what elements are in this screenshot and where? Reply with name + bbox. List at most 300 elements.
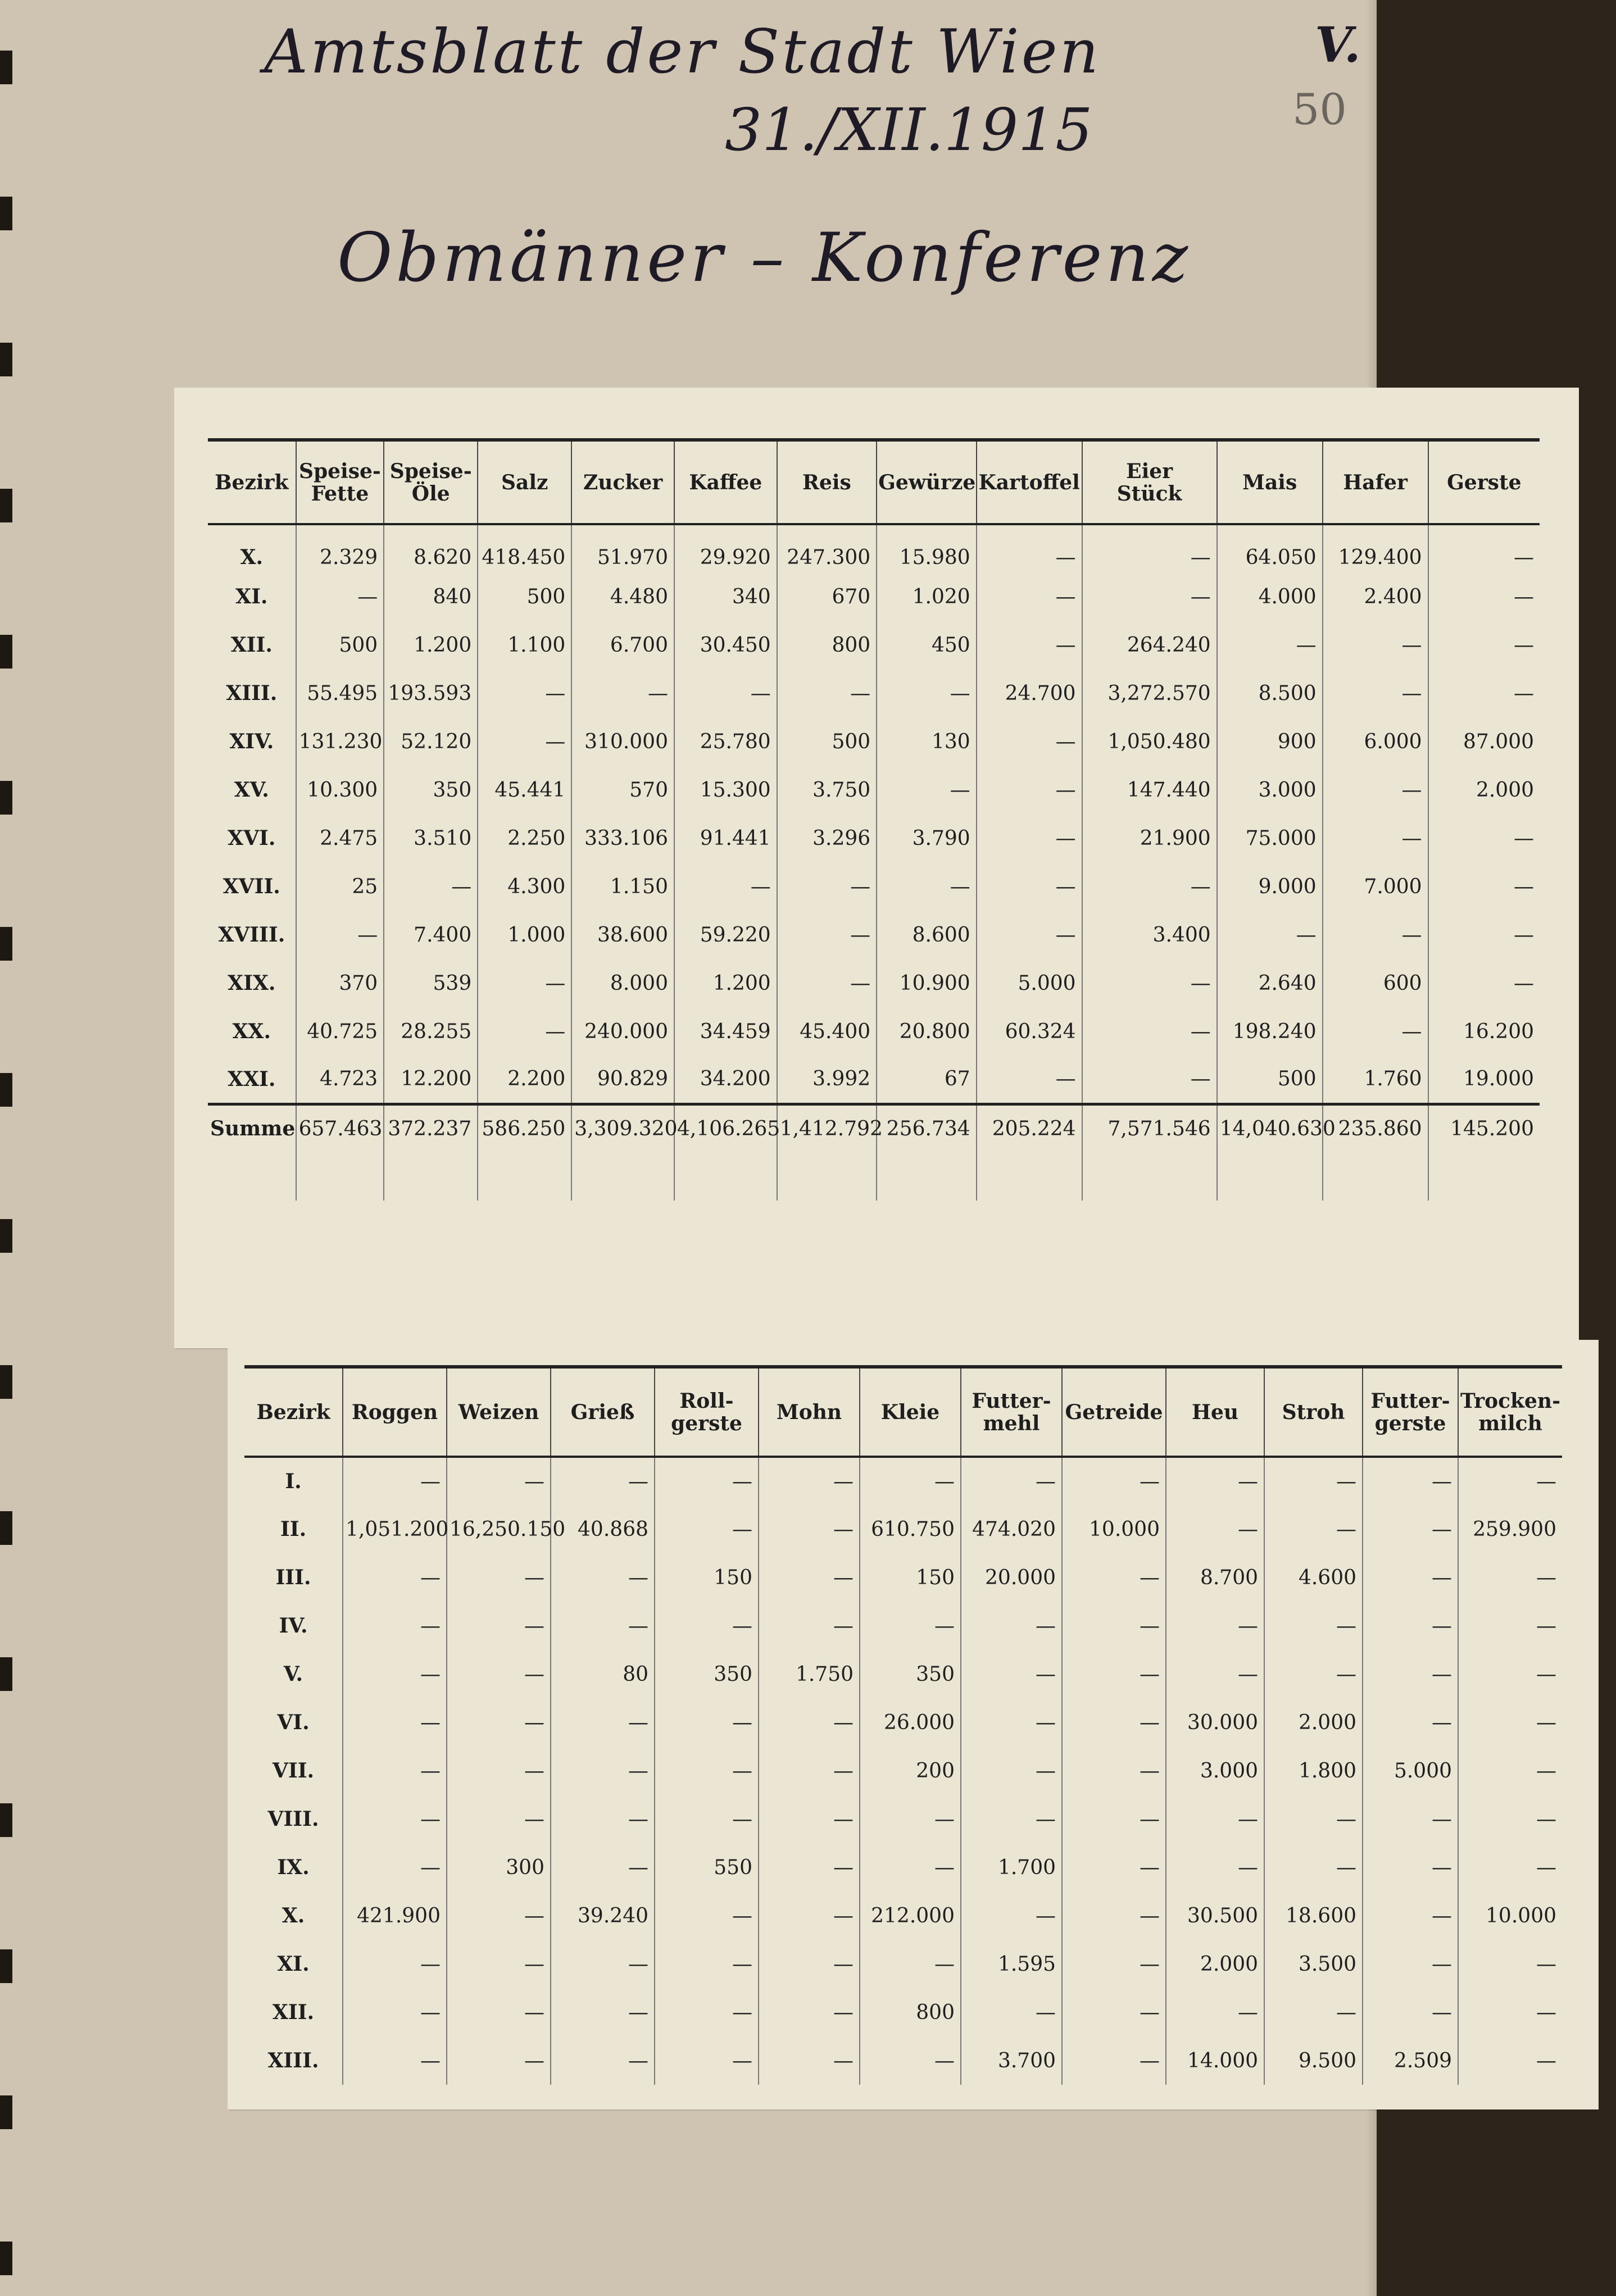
value-cell: — — [478, 669, 571, 717]
value-cell: — — [1062, 1892, 1166, 1940]
table-row — [208, 862, 1540, 911]
value-cell: — — [961, 1795, 1062, 1843]
value-cell: 2.509 — [1363, 2036, 1458, 2085]
value-cell: — — [343, 1843, 447, 1892]
table-row — [208, 814, 1540, 862]
value-cell: — — [1458, 2036, 1562, 2085]
value-cell: 1.020 — [877, 572, 976, 621]
value-cell: 3.000 — [1166, 1747, 1264, 1795]
value-cell: 3.790 — [877, 814, 976, 862]
value-cell: 3,272.570 — [1082, 669, 1217, 717]
value-cell: 8.000 — [571, 959, 674, 1007]
table-row — [244, 1457, 1562, 1505]
value-cell: — — [860, 1602, 961, 1650]
value-cell: — — [1166, 1602, 1264, 1650]
value-cell: — — [1062, 1650, 1166, 1698]
value-cell: 3.992 — [777, 1056, 877, 1104]
value-cell: 16,250.150 — [447, 1505, 551, 1553]
value-cell: — — [343, 1940, 447, 1988]
value-cell: 1.150 — [571, 862, 674, 911]
value-cell: 30.450 — [674, 621, 777, 669]
value-cell: — — [1082, 524, 1217, 572]
value-cell: — — [1458, 1988, 1562, 2036]
value-cell: — — [860, 1940, 961, 1988]
value-cell: 3.510 — [384, 814, 478, 862]
value-cell: 2.400 — [1323, 572, 1428, 621]
value-cell: 2.000 — [1428, 766, 1540, 814]
value-cell: 800 — [860, 1988, 961, 2036]
value-cell: 12.200 — [384, 1056, 478, 1104]
value-cell: — — [551, 1602, 655, 1650]
table-row — [244, 1843, 1562, 1892]
column-header: Kleie — [860, 1367, 961, 1457]
value-cell: — — [551, 1747, 655, 1795]
value-cell: 1.000 — [478, 911, 571, 959]
value-cell: 15.300 — [674, 766, 777, 814]
value-cell: — — [1323, 1007, 1428, 1056]
newspaper-clipping-top — [174, 388, 1579, 1348]
column-header: Roll- gerste — [655, 1367, 759, 1457]
district-cell: XX. — [232, 1020, 271, 1043]
value-cell: 5.000 — [1363, 1747, 1458, 1795]
value-cell: 9.500 — [1264, 2036, 1363, 2085]
value-cell: — — [1264, 1505, 1363, 1553]
value-cell: 3.000 — [1217, 766, 1323, 814]
value-cell: — — [1458, 1795, 1562, 1843]
value-cell: — — [777, 669, 877, 717]
sum-label: Summe — [210, 1117, 296, 1141]
column-header: Eier Stück — [1082, 440, 1217, 524]
value-cell: 28.255 — [384, 1007, 478, 1056]
blank-cell — [1217, 1152, 1323, 1201]
value-cell: — — [1082, 572, 1217, 621]
value-cell: — — [1062, 1698, 1166, 1747]
value-cell: — — [1264, 1457, 1363, 1505]
value-cell: — — [655, 1940, 759, 1988]
column-header: Grieß — [551, 1367, 655, 1457]
value-cell: — — [1062, 1553, 1166, 1602]
value-cell: — — [655, 1698, 759, 1747]
value-cell: 8.600 — [877, 911, 976, 959]
value-cell: — — [877, 766, 976, 814]
value-cell: 3.296 — [777, 814, 877, 862]
value-cell: — — [551, 1457, 655, 1505]
value-cell: 24.700 — [977, 669, 1082, 717]
value-cell: — — [551, 2036, 655, 2085]
district-cell: XI. — [235, 585, 268, 608]
column-header: Speise- Öle — [384, 440, 478, 524]
value-cell: — — [1428, 959, 1540, 1007]
district-cell: XIV. — [229, 730, 274, 753]
value-cell: — — [759, 1843, 860, 1892]
value-cell: — — [759, 1602, 860, 1650]
value-cell: — — [1458, 1747, 1562, 1795]
value-cell: — — [1082, 959, 1217, 1007]
value-cell: 75.000 — [1217, 814, 1323, 862]
value-cell: — — [551, 1843, 655, 1892]
value-cell: — — [759, 1505, 860, 1553]
distribution-table-top — [208, 438, 1540, 1201]
value-cell: — — [571, 669, 674, 717]
value-cell: 30.500 — [1166, 1892, 1264, 1940]
value-cell: — — [1363, 1505, 1458, 1553]
value-cell: — — [961, 1747, 1062, 1795]
blank-cell — [296, 1152, 384, 1201]
value-cell: 500 — [296, 621, 384, 669]
value-cell: — — [759, 1795, 860, 1843]
value-cell: 91.441 — [674, 814, 777, 862]
value-cell: 1,050.480 — [1082, 717, 1217, 766]
value-cell: — — [551, 1988, 655, 2036]
value-cell: — — [1062, 1988, 1166, 2036]
value-cell: 34.200 — [674, 1056, 777, 1104]
sum-cell: 7,571.546 — [1082, 1104, 1217, 1152]
blank-cell — [208, 1152, 296, 1201]
value-cell: — — [1264, 1988, 1363, 2036]
value-cell: 418.450 — [478, 524, 571, 572]
value-cell: — — [1428, 814, 1540, 862]
value-cell: 15.980 — [877, 524, 976, 572]
district-cell: VI. — [277, 1711, 310, 1734]
value-cell: — — [1082, 1007, 1217, 1056]
value-cell: — — [343, 1602, 447, 1650]
value-cell: — — [1323, 814, 1428, 862]
value-cell: 59.220 — [674, 911, 777, 959]
column-header: Heu — [1166, 1367, 1264, 1457]
value-cell: — — [551, 1940, 655, 1988]
table-row — [208, 959, 1540, 1007]
column-header: Futter- mehl — [961, 1367, 1062, 1457]
value-cell: 150 — [655, 1553, 759, 1602]
value-cell: 500 — [777, 717, 877, 766]
value-cell: 19.000 — [1428, 1056, 1540, 1104]
handwritten-date: 31./XII.1915 — [725, 96, 1093, 164]
table-row — [244, 1650, 1562, 1698]
column-header: Mais — [1217, 440, 1323, 524]
value-cell: — — [296, 572, 384, 621]
value-cell: 20.800 — [877, 1007, 976, 1056]
sum-cell: 4,106.265 — [674, 1104, 777, 1152]
value-cell: — — [977, 717, 1082, 766]
district-cell: XVII. — [223, 875, 280, 898]
value-cell: — — [343, 2036, 447, 2085]
table-row — [208, 621, 1540, 669]
district-cell: IX. — [277, 1856, 310, 1879]
value-cell: — — [977, 862, 1082, 911]
column-header: Stroh — [1264, 1367, 1363, 1457]
value-cell: 610.750 — [860, 1505, 961, 1553]
table-row — [244, 1940, 1562, 1988]
value-cell: 8.500 — [1217, 669, 1323, 717]
value-cell: 300 — [447, 1843, 551, 1892]
value-cell: 474.020 — [961, 1505, 1062, 1553]
value-cell: 38.600 — [571, 911, 674, 959]
table-header-row — [244, 1367, 1562, 1457]
value-cell: — — [296, 911, 384, 959]
value-cell: — — [877, 862, 976, 911]
value-cell: 2.250 — [478, 814, 571, 862]
value-cell: 1.200 — [674, 959, 777, 1007]
district-cell: IV. — [279, 1614, 308, 1638]
value-cell: — — [343, 1457, 447, 1505]
district-cell: II. — [280, 1517, 307, 1541]
value-cell: — — [1062, 1795, 1166, 1843]
value-cell: — — [860, 1843, 961, 1892]
value-cell: 18.600 — [1264, 1892, 1363, 1940]
value-cell: — — [1323, 669, 1428, 717]
value-cell: 51.970 — [571, 524, 674, 572]
value-cell: — — [447, 1553, 551, 1602]
value-cell: 64.050 — [1217, 524, 1323, 572]
table-row — [208, 911, 1540, 959]
table-row — [244, 1988, 1562, 2036]
value-cell: 550 — [655, 1843, 759, 1892]
value-cell: 55.495 — [296, 669, 384, 717]
table-row — [208, 1056, 1540, 1104]
value-cell: — — [877, 669, 976, 717]
value-cell: 670 — [777, 572, 877, 621]
column-header: Reis — [777, 440, 877, 524]
table-row — [208, 766, 1540, 814]
value-cell: — — [447, 1457, 551, 1505]
table-row — [208, 524, 1540, 572]
value-cell: — — [1264, 1843, 1363, 1892]
value-cell: — — [1082, 862, 1217, 911]
value-cell: 259.900 — [1458, 1505, 1562, 1553]
district-cell: XII. — [272, 2001, 315, 2024]
district-cell: X. — [240, 545, 264, 569]
value-cell: — — [447, 1940, 551, 1988]
value-cell: — — [1428, 911, 1540, 959]
value-cell: 212.000 — [860, 1892, 961, 1940]
value-cell: 7.000 — [1323, 862, 1428, 911]
value-cell: — — [1062, 1457, 1166, 1505]
value-cell: 10.300 — [296, 766, 384, 814]
value-cell: — — [1264, 1795, 1363, 1843]
table-row — [244, 1505, 1562, 1553]
value-cell: 1.200 — [384, 621, 478, 669]
value-cell: 9.000 — [1217, 862, 1323, 911]
value-cell: — — [1363, 1457, 1458, 1505]
blank-cell — [1082, 1152, 1217, 1201]
blank-cell — [977, 1152, 1082, 1201]
value-cell: — — [551, 1553, 655, 1602]
value-cell: — — [777, 862, 877, 911]
value-cell: — — [1363, 1940, 1458, 1988]
district-cell: XIII. — [267, 2049, 319, 2072]
value-cell: — — [343, 1553, 447, 1602]
value-cell: 8.620 — [384, 524, 478, 572]
page-number-mark: 50 — [1292, 84, 1347, 134]
value-cell: — — [860, 1457, 961, 1505]
column-header: Kaffee — [674, 440, 777, 524]
value-cell: — — [1363, 1602, 1458, 1650]
value-cell: — — [1363, 1553, 1458, 1602]
value-cell: — — [343, 1650, 447, 1698]
value-cell: — — [961, 1650, 1062, 1698]
value-cell: — — [1323, 766, 1428, 814]
value-cell: 370 — [296, 959, 384, 1007]
value-cell: 150 — [860, 1553, 961, 1602]
blank-cell — [571, 1152, 674, 1201]
value-cell: — — [1217, 621, 1323, 669]
value-cell: — — [1264, 1650, 1363, 1698]
value-cell: — — [977, 524, 1082, 572]
value-cell: — — [655, 1505, 759, 1553]
value-cell: 20.000 — [961, 1553, 1062, 1602]
value-cell: — — [447, 1988, 551, 2036]
column-header: Gewürze — [877, 440, 976, 524]
value-cell: 1,051.200 — [343, 1505, 447, 1553]
newspaper-clipping-bottom — [228, 1340, 1599, 2109]
district-cell: XII. — [230, 633, 273, 657]
value-cell: 3.750 — [777, 766, 877, 814]
value-cell: — — [447, 1602, 551, 1650]
value-cell: — — [977, 911, 1082, 959]
column-header: Trocken- milch — [1458, 1367, 1562, 1457]
blank-cell — [674, 1152, 777, 1201]
value-cell: — — [1166, 1843, 1264, 1892]
value-cell: 2.200 — [478, 1056, 571, 1104]
value-cell: 800 — [777, 621, 877, 669]
value-cell: — — [1363, 1650, 1458, 1698]
value-cell: 539 — [384, 959, 478, 1007]
value-cell: — — [674, 669, 777, 717]
column-header: Kartoffel — [977, 440, 1082, 524]
binding-edge — [0, 0, 12, 2296]
sum-cell: 235.860 — [1323, 1104, 1428, 1152]
value-cell: 45.400 — [777, 1007, 877, 1056]
value-cell: — — [1458, 1457, 1562, 1505]
value-cell: — — [1166, 1988, 1264, 2036]
table-row — [208, 572, 1540, 621]
value-cell: — — [447, 1795, 551, 1843]
value-cell: 340 — [674, 572, 777, 621]
value-cell: — — [1363, 1843, 1458, 1892]
blank-cell — [877, 1152, 976, 1201]
value-cell: — — [655, 1602, 759, 1650]
value-cell: 840 — [384, 572, 478, 621]
value-cell: — — [961, 1698, 1062, 1747]
blank-cell — [478, 1152, 571, 1201]
sum-cell: 256.734 — [877, 1104, 976, 1152]
value-cell: — — [777, 959, 877, 1007]
value-cell: 3.400 — [1082, 911, 1217, 959]
value-cell: 1.100 — [478, 621, 571, 669]
value-cell: 34.459 — [674, 1007, 777, 1056]
value-cell: 40.868 — [551, 1505, 655, 1553]
value-cell: — — [1323, 911, 1428, 959]
value-cell: 310.000 — [571, 717, 674, 766]
value-cell: — — [759, 1940, 860, 1988]
value-cell: — — [1428, 524, 1540, 572]
column-header: Salz — [478, 440, 571, 524]
value-cell: — — [977, 1056, 1082, 1104]
value-cell: 1.595 — [961, 1940, 1062, 1988]
value-cell: 1.750 — [759, 1650, 860, 1698]
value-cell: — — [977, 814, 1082, 862]
value-cell: — — [977, 572, 1082, 621]
value-cell: 600 — [1323, 959, 1428, 1007]
district-cell: VIII. — [267, 1807, 319, 1831]
value-cell: 4.000 — [1217, 572, 1323, 621]
value-cell: — — [1428, 862, 1540, 911]
value-cell: 6.000 — [1323, 717, 1428, 766]
value-cell: 2.329 — [296, 524, 384, 572]
value-cell: — — [1458, 1650, 1562, 1698]
value-cell: — — [447, 2036, 551, 2085]
value-cell: 3.700 — [961, 2036, 1062, 2085]
value-cell: 2.000 — [1166, 1940, 1264, 1988]
value-cell: 16.200 — [1428, 1007, 1540, 1056]
value-cell: — — [1458, 1553, 1562, 1602]
value-cell: — — [478, 717, 571, 766]
value-cell: — — [343, 1795, 447, 1843]
table-row — [244, 1795, 1562, 1843]
value-cell: — — [1458, 1843, 1562, 1892]
district-cell: XIII. — [226, 681, 278, 705]
value-cell: — — [447, 1747, 551, 1795]
value-cell: — — [1062, 1843, 1166, 1892]
value-cell: 29.920 — [674, 524, 777, 572]
value-cell: — — [860, 1795, 961, 1843]
value-cell: 26.000 — [860, 1698, 961, 1747]
value-cell: 8.700 — [1166, 1553, 1264, 1602]
value-cell: 2.000 — [1264, 1698, 1363, 1747]
value-cell: — — [1166, 1650, 1264, 1698]
blank-cell — [384, 1152, 478, 1201]
table-row — [244, 2036, 1562, 2085]
value-cell: 350 — [860, 1650, 961, 1698]
value-cell: 30.000 — [1166, 1698, 1264, 1747]
value-cell: — — [1062, 1602, 1166, 1650]
value-cell: — — [655, 2036, 759, 2085]
sum-cell: 205.224 — [977, 1104, 1082, 1152]
value-cell: 10.900 — [877, 959, 976, 1007]
value-cell: 4.600 — [1264, 1553, 1363, 1602]
value-cell: 7.400 — [384, 911, 478, 959]
value-cell: — — [655, 1988, 759, 2036]
value-cell: — — [1166, 1505, 1264, 1553]
district-cell: XVIII. — [218, 923, 285, 947]
value-cell: — — [447, 1698, 551, 1747]
value-cell: 200 — [860, 1747, 961, 1795]
value-cell: 6.700 — [571, 621, 674, 669]
value-cell: 67 — [877, 1056, 976, 1104]
value-cell: — — [551, 1795, 655, 1843]
value-cell: — — [551, 1698, 655, 1747]
value-cell: 90.829 — [571, 1056, 674, 1104]
value-cell: 247.300 — [777, 524, 877, 572]
district-cell: X. — [282, 1904, 305, 1927]
column-header: Zucker — [571, 440, 674, 524]
value-cell: 1.800 — [1264, 1747, 1363, 1795]
value-cell: 198.240 — [1217, 1007, 1323, 1056]
value-cell: — — [1264, 1602, 1363, 1650]
value-cell: — — [1166, 1795, 1264, 1843]
district-cell: XXI. — [228, 1067, 276, 1091]
table-row — [244, 1553, 1562, 1602]
column-header: Speise- Fette — [296, 440, 384, 524]
value-cell: — — [343, 1698, 447, 1747]
value-cell: 130 — [877, 717, 976, 766]
value-cell: 4.480 — [571, 572, 674, 621]
value-cell: — — [1428, 572, 1540, 621]
value-cell: — — [478, 959, 571, 1007]
value-cell: — — [674, 862, 777, 911]
value-cell: — — [655, 1892, 759, 1940]
value-cell: 500 — [1217, 1056, 1323, 1104]
